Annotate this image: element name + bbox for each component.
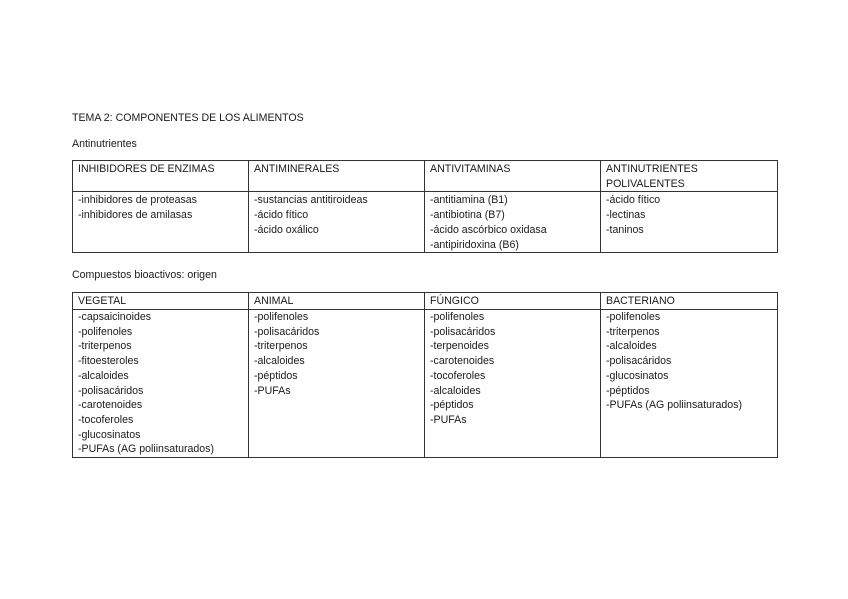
list-item: -tocoferoles xyxy=(78,413,134,426)
list-item: -alcaloides xyxy=(254,355,305,368)
table-cell xyxy=(601,192,778,253)
list-item: -glucosinatos xyxy=(78,428,141,441)
list-item: -triterpenos xyxy=(78,340,132,353)
list-item: -polifenoles xyxy=(430,311,485,323)
header-cell-animal: ANIMAL xyxy=(249,293,425,310)
bioactivos-table xyxy=(72,292,778,458)
table-cell xyxy=(425,310,601,458)
list-item: -antibiotina (B7) xyxy=(430,209,505,222)
list-item: -ácido fítico xyxy=(606,194,661,207)
header-cell-vegetal: VEGETAL xyxy=(73,293,249,310)
list-item: -polifenoles xyxy=(78,325,133,338)
list-item: -sustancias antitiroideas xyxy=(254,194,368,207)
list-item: -inhibidores de proteasas xyxy=(78,194,197,207)
list-item: -ácido fítico xyxy=(254,209,309,222)
list-item: -glucosinatos xyxy=(606,369,669,382)
list-item: -péptidos xyxy=(606,384,650,397)
section-label-antinutrientes: Antinutrientes xyxy=(72,138,137,150)
list-item: -carotenoides xyxy=(78,399,143,412)
table-cell xyxy=(73,192,249,253)
list-item: -ácido ascórbico oxidasa xyxy=(430,223,547,236)
list-item: -tocoferoles xyxy=(430,369,486,382)
list-item: -lectinas xyxy=(606,209,646,222)
list-item: -carotenoides xyxy=(430,355,495,368)
header-cell-fungico: FÚNGICO xyxy=(425,293,601,310)
table-row xyxy=(73,310,778,458)
header-cell-antivitaminas: ANTIVITAMINAS xyxy=(425,161,601,192)
table-cell xyxy=(425,192,601,253)
list-item: -ácido oxálico xyxy=(254,223,319,236)
list-item: -fitoesteroles xyxy=(78,355,139,368)
list-item: -antitiamina (B1) xyxy=(430,194,508,207)
list-item: -péptidos xyxy=(254,369,298,382)
list-item: -PUFAs xyxy=(254,384,291,397)
header-cell-antiminerales: ANTIMINERALES xyxy=(249,161,425,192)
list-item: -capsaicinoides xyxy=(78,311,152,323)
table-row xyxy=(73,192,778,253)
list-item: -péptidos xyxy=(430,399,474,412)
table-cell xyxy=(249,310,425,458)
list-item: -PUFAs xyxy=(430,413,467,426)
antinutrientes-table xyxy=(72,160,778,253)
list-item: -inhibidores de amilasas xyxy=(78,209,193,222)
list-item: -triterpenos xyxy=(606,325,660,338)
table-cell xyxy=(73,310,249,458)
list-item: -alcaloides xyxy=(606,340,657,353)
header-cell-polivalentes: ANTINUTRIENTES POLIVALENTES xyxy=(601,161,778,192)
list-item: -polisacáridos xyxy=(430,325,496,338)
list-item: -polifenoles xyxy=(254,311,309,323)
table-cell xyxy=(249,192,425,253)
section-label-bioactivos: Compuestos bioactivos: origen xyxy=(72,269,217,281)
header-cell-inhibidores: INHIBIDORES DE ENZIMAS xyxy=(73,161,249,192)
list-item: -terpenoides xyxy=(430,340,489,353)
list-item: -alcaloides xyxy=(430,384,481,397)
list-item: -polisacáridos xyxy=(606,355,672,368)
table-cell xyxy=(601,310,778,458)
header-cell-bacteriano: BACTERIANO xyxy=(601,293,778,310)
list-item: -PUFAs (AG poliinsaturados) xyxy=(606,399,743,412)
list-item: -PUFAs (AG poliinsaturados) xyxy=(78,443,215,456)
list-item: -antipiridoxina (B6) xyxy=(430,238,519,251)
table-header-row xyxy=(73,293,778,310)
table-header-row xyxy=(73,161,778,192)
list-item: -polisacáridos xyxy=(78,384,144,397)
list-item: -triterpenos xyxy=(254,340,308,353)
list-item: -polisacáridos xyxy=(254,325,320,338)
list-item: -alcaloides xyxy=(78,369,129,382)
list-item: -polifenoles xyxy=(606,311,661,323)
list-item: -taninos xyxy=(606,223,644,236)
page-title: TEMA 2: COMPONENTES DE LOS ALIMENTOS xyxy=(72,112,304,124)
